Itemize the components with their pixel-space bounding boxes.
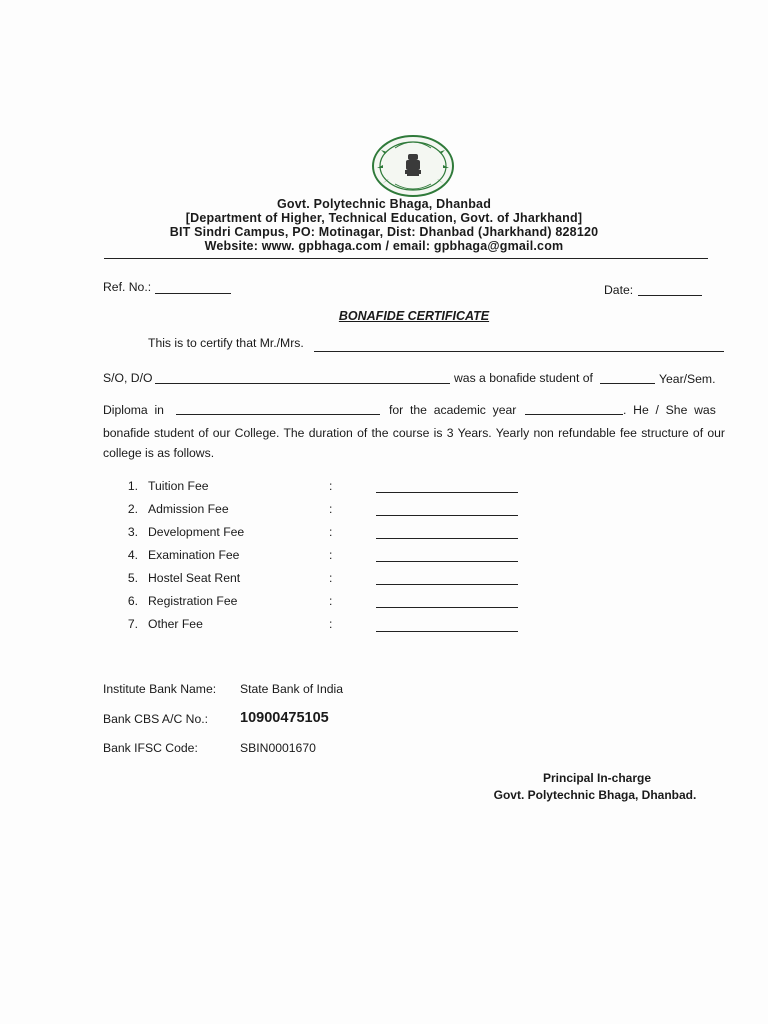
- header-divider: [104, 258, 708, 259]
- parent-name-field[interactable]: [155, 383, 450, 384]
- fee-label: Registration Fee: [148, 594, 238, 608]
- date-field[interactable]: [638, 295, 702, 296]
- bank-name-value: State Bank of India: [240, 682, 343, 696]
- admission-fee-field[interactable]: [376, 515, 518, 516]
- student-name-field[interactable]: [314, 351, 724, 352]
- diploma-branch-field[interactable]: [176, 414, 380, 415]
- bank-ifsc-label: Bank IFSC Code:: [103, 741, 198, 755]
- signatory-title: Principal In-charge: [542, 771, 652, 785]
- fee-label: Admission Fee: [148, 502, 229, 516]
- certificate-title: BONAFIDE CERTIFICATE: [338, 309, 490, 323]
- fee-number: 3.: [127, 525, 138, 539]
- registration-fee-field[interactable]: [376, 607, 518, 608]
- certify-text: This is to certify that Mr./Mrs.: [148, 336, 304, 350]
- fee-colon: :: [329, 525, 333, 539]
- fee-colon: :: [329, 617, 333, 631]
- fee-number: 2.: [127, 502, 138, 516]
- tuition-fee-field[interactable]: [376, 492, 518, 493]
- institute-name: Govt. Polytechnic Bhaga, Dhanbad: [276, 197, 492, 211]
- fee-label: Other Fee: [148, 617, 203, 631]
- year-sem-label: Year/Sem.: [659, 372, 716, 386]
- department-line: [Department of Higher, Technical Education, Govt. of Jharkhand]: [185, 211, 583, 225]
- ref-field[interactable]: [155, 293, 231, 294]
- bank-name-label: Institute Bank Name:: [103, 682, 217, 696]
- hostel-fee-field[interactable]: [376, 584, 518, 585]
- bonafide-text: was a bonafide student of: [454, 371, 593, 385]
- date-label: Date:: [604, 283, 634, 297]
- other-fee-field[interactable]: [376, 631, 518, 632]
- he-she-text: . He / She was: [623, 403, 716, 417]
- fee-colon: :: [329, 502, 333, 516]
- fee-colon: :: [329, 571, 333, 585]
- so-do-label: S/O, D/O: [103, 371, 153, 385]
- development-fee-field[interactable]: [376, 538, 518, 539]
- year-sem-field[interactable]: [600, 383, 655, 384]
- address-line: BIT Sindri Campus, PO: Motinagar, Dist: Dhanbad (Jharkhand) 828120: [169, 225, 599, 239]
- bank-ifsc-value: SBIN0001670: [240, 741, 316, 755]
- fee-label: Examination Fee: [148, 548, 240, 562]
- fee-number: 5.: [127, 571, 138, 585]
- fee-number: 1.: [127, 479, 138, 493]
- fee-number: 6.: [127, 594, 138, 608]
- jharkhand-emblem-icon: [371, 134, 455, 198]
- bank-account-value: 10900475105: [240, 710, 329, 726]
- fee-label: Development Fee: [148, 525, 245, 539]
- academic-year-text: for the academic year: [389, 403, 517, 417]
- signatory-institute: Govt. Polytechnic Bhaga, Dhanbad.: [493, 788, 697, 802]
- academic-year-field[interactable]: [525, 414, 623, 415]
- fee-number: 7.: [127, 617, 138, 631]
- fee-label: Tuition Fee: [148, 479, 209, 493]
- ref-label: Ref. No.:: [103, 280, 152, 294]
- fee-number: 4.: [127, 548, 138, 562]
- contact-line: Website: www. gpbhaga.com / email: gpbhaga@gmail.com: [204, 239, 564, 253]
- bank-account-label: Bank CBS A/C No.:: [103, 712, 208, 726]
- fee-label: Hostel Seat Rent: [148, 571, 241, 585]
- fee-colon: :: [329, 594, 333, 608]
- course-paragraph: bonafide student of our College. The duration of the course is 3 Years. Yearly non refundable fee structure of our college is as follows.: [103, 426, 725, 460]
- fee-colon: :: [329, 479, 333, 493]
- diploma-label: Diploma in: [103, 403, 164, 417]
- fee-colon: :: [329, 548, 333, 562]
- examination-fee-field[interactable]: [376, 561, 518, 562]
